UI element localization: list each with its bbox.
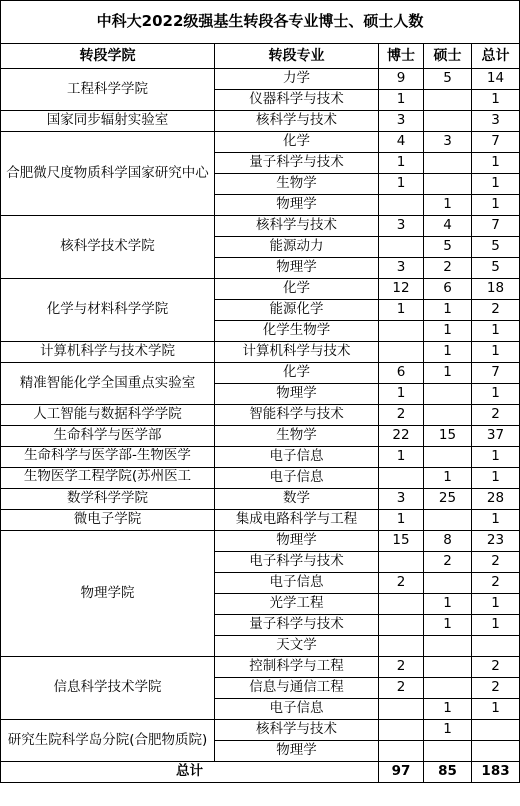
phd-cell	[379, 237, 424, 258]
master-cell: 1	[424, 321, 472, 342]
total-cell: 7	[472, 363, 520, 384]
major-cell: 集成电路科学与工程	[215, 510, 379, 531]
master-cell: 1	[424, 594, 472, 615]
college-cell: 工程科学学院	[1, 69, 215, 111]
phd-cell: 22	[379, 426, 424, 447]
total-cell: 23	[472, 531, 520, 552]
college-cell: 人工智能与数据科学学院	[1, 405, 215, 426]
table-row	[1, 489, 520, 510]
master-cell: 8	[424, 531, 472, 552]
total-cell: 2	[472, 678, 520, 699]
master-cell: 15	[424, 426, 472, 447]
major-cell: 能源化学	[215, 300, 379, 321]
college-cell: 生命科学与医学部	[1, 426, 215, 447]
master-cell: 1	[424, 720, 472, 741]
master-cell	[424, 741, 472, 762]
phd-cell	[379, 720, 424, 741]
phd-cell: 6	[379, 363, 424, 384]
total-cell: 1	[472, 510, 520, 531]
master-cell	[424, 153, 472, 174]
college-cell: 合肥微尺度物质科学国家研究中心	[1, 132, 215, 216]
total-cell	[472, 741, 520, 762]
major-cell: 计算机科学与技术	[215, 342, 379, 363]
major-cell: 光学工程	[215, 594, 379, 615]
phd-cell: 1	[379, 153, 424, 174]
table-row	[1, 531, 520, 552]
major-cell: 化学生物学	[215, 321, 379, 342]
total-cell: 18	[472, 279, 520, 300]
major-cell: 核科学与技术	[215, 111, 379, 132]
total-cell: 28	[472, 489, 520, 510]
major-cell: 化学	[215, 363, 379, 384]
college-cell: 计算机科学与技术学院	[1, 342, 215, 363]
major-cell: 量子科学与技术	[215, 153, 379, 174]
master-cell: 6	[424, 279, 472, 300]
total-cell: 1	[472, 615, 520, 636]
college-cell: 数学科学学院	[1, 489, 215, 510]
total-cell: 3	[472, 111, 520, 132]
college-cell	[1, 447, 215, 468]
total-label: 总计	[1, 762, 379, 783]
total-cell: 2	[472, 657, 520, 678]
major-cell: 信息与通信工程	[215, 678, 379, 699]
major-cell: 物理学	[215, 741, 379, 762]
major-cell: 物理学	[215, 258, 379, 279]
phd-cell	[379, 636, 424, 657]
master-cell: 25	[424, 489, 472, 510]
phd-cell: 9	[379, 69, 424, 90]
total-cell: 1	[472, 699, 520, 720]
table-row	[1, 468, 520, 489]
major-cell: 物理学	[215, 384, 379, 405]
phd-cell: 15	[379, 531, 424, 552]
college-cell	[1, 468, 215, 489]
master-cell: 5	[424, 237, 472, 258]
phd-cell: 1	[379, 90, 424, 111]
phd-cell	[379, 552, 424, 573]
master-cell	[424, 174, 472, 195]
total-cell: 1	[472, 384, 520, 405]
total-cell: 1	[472, 90, 520, 111]
major-cell: 物理学	[215, 195, 379, 216]
major-cell: 能源动力	[215, 237, 379, 258]
major-cell: 电子信息	[215, 699, 379, 720]
phd-cell	[379, 321, 424, 342]
phd-cell: 1	[379, 300, 424, 321]
phd-cell: 4	[379, 132, 424, 153]
phd-cell: 1	[379, 510, 424, 531]
total-cell: 2	[472, 300, 520, 321]
total-cell: 2	[472, 405, 520, 426]
total-cell	[472, 636, 520, 657]
total-master: 85	[424, 762, 472, 783]
total-cell: 1	[472, 195, 520, 216]
major-cell: 核科学与技术	[215, 720, 379, 741]
total-cell	[472, 720, 520, 741]
major-cell: 力学	[215, 69, 379, 90]
total-cell: 5	[472, 237, 520, 258]
table-row	[1, 132, 520, 153]
header-major: 转段专业	[215, 44, 379, 69]
phd-cell	[379, 594, 424, 615]
phd-cell: 2	[379, 678, 424, 699]
college-cell: 国家同步辐射实验室	[1, 111, 215, 132]
phd-cell: 2	[379, 573, 424, 594]
master-cell	[424, 510, 472, 531]
college-cell: 核科学技术学院	[1, 216, 215, 279]
master-cell: 1	[424, 300, 472, 321]
phd-cell	[379, 615, 424, 636]
table-row	[1, 426, 520, 447]
major-cell: 生物学	[215, 174, 379, 195]
major-cell: 数学	[215, 489, 379, 510]
phd-cell	[379, 468, 424, 489]
total-cell: 5	[472, 258, 520, 279]
major-cell: 电子信息	[215, 447, 379, 468]
master-cell	[424, 657, 472, 678]
major-cell: 电子信息	[215, 468, 379, 489]
total-cell: 2	[472, 573, 520, 594]
total-cell: 37	[472, 426, 520, 447]
total-cell: 1	[472, 447, 520, 468]
total-cell: 1	[472, 342, 520, 363]
college-cell: 化学与材料科学学院	[1, 279, 215, 342]
major-cell: 生物学	[215, 426, 379, 447]
total-cell: 1	[472, 468, 520, 489]
phd-cell: 2	[379, 657, 424, 678]
phd-cell: 1	[379, 174, 424, 195]
master-cell	[424, 447, 472, 468]
phd-cell	[379, 342, 424, 363]
total-cell: 14	[472, 69, 520, 90]
major-cell: 化学	[215, 132, 379, 153]
table-row	[1, 510, 520, 531]
major-cell: 物理学	[215, 531, 379, 552]
total-cell: 1	[472, 321, 520, 342]
master-cell	[424, 384, 472, 405]
table-row	[1, 216, 520, 237]
table-row	[1, 363, 520, 384]
master-cell	[424, 405, 472, 426]
master-cell: 1	[424, 363, 472, 384]
major-cell: 智能科学与技术	[215, 405, 379, 426]
major-cell: 控制科学与工程	[215, 657, 379, 678]
total-phd: 97	[379, 762, 424, 783]
master-cell: 5	[424, 69, 472, 90]
total-cell: 7	[472, 216, 520, 237]
total-cell: 1	[472, 153, 520, 174]
phd-cell	[379, 699, 424, 720]
table-row	[1, 69, 520, 90]
total-cell: 7	[472, 132, 520, 153]
total-sum: 183	[472, 762, 520, 783]
master-cell	[424, 573, 472, 594]
total-cell: 1	[472, 594, 520, 615]
college-label: 生命科学与医学部-生物医学	[24, 448, 191, 463]
header-master: 硕士	[424, 44, 472, 69]
college-cell: 精准智能化学全国重点实验室	[1, 363, 215, 405]
table-row	[1, 342, 520, 363]
master-cell: 2	[424, 258, 472, 279]
master-cell: 2	[424, 552, 472, 573]
total-row	[1, 762, 520, 783]
college-cell: 物理学院	[1, 531, 215, 657]
major-cell: 核科学与技术	[215, 216, 379, 237]
phd-cell: 3	[379, 216, 424, 237]
major-cell: 天文学	[215, 636, 379, 657]
major-cell: 仪器科学与技术	[215, 90, 379, 111]
major-cell: 电子信息	[215, 573, 379, 594]
header-total: 总计	[472, 44, 520, 69]
title-row	[1, 1, 520, 44]
phd-cell: 3	[379, 489, 424, 510]
table-row	[1, 447, 520, 468]
master-cell: 3	[424, 132, 472, 153]
phd-cell	[379, 741, 424, 762]
master-cell	[424, 111, 472, 132]
college-cell: 研究生院科学岛分院(合肥物质院)	[1, 720, 215, 762]
table-row	[1, 279, 520, 300]
table-row	[1, 111, 520, 132]
master-cell	[424, 636, 472, 657]
master-cell: 1	[424, 195, 472, 216]
total-cell: 2	[472, 552, 520, 573]
master-cell	[424, 90, 472, 111]
master-cell	[424, 678, 472, 699]
table-row	[1, 657, 520, 678]
table-title: 中科大2022级强基生转段各专业博士、硕士人数	[1, 1, 520, 44]
major-cell: 化学	[215, 279, 379, 300]
phd-cell: 3	[379, 111, 424, 132]
total-cell: 1	[472, 174, 520, 195]
master-cell: 1	[424, 615, 472, 636]
header-phd: 博士	[379, 44, 424, 69]
phd-cell: 12	[379, 279, 424, 300]
major-cell: 量子科学与技术	[215, 615, 379, 636]
header-row	[1, 44, 520, 69]
college-label: 生物医学工程学院(苏州医工	[23, 469, 192, 484]
college-cell: 信息科学技术学院	[1, 657, 215, 720]
phd-cell: 1	[379, 447, 424, 468]
master-cell: 1	[424, 699, 472, 720]
table-row	[1, 405, 520, 426]
master-cell: 1	[424, 342, 472, 363]
phd-cell	[379, 195, 424, 216]
phd-cell: 1	[379, 384, 424, 405]
table-row	[1, 720, 520, 741]
master-cell: 1	[424, 468, 472, 489]
master-cell: 4	[424, 216, 472, 237]
phd-cell: 2	[379, 405, 424, 426]
major-cell: 电子科学与技术	[215, 552, 379, 573]
phd-cell: 3	[379, 258, 424, 279]
college-cell: 微电子学院	[1, 510, 215, 531]
header-college: 转段学院	[1, 44, 215, 69]
